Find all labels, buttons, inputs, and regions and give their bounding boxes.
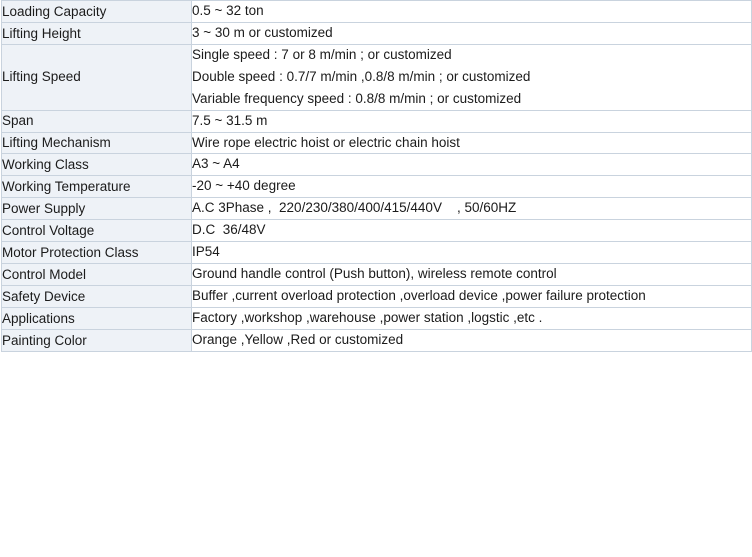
spec-value-cell [192, 44, 752, 110]
spec-value-line: A.C 3Phase , 220/230/380/400/415/440V , 50/60HZ [192, 200, 517, 216]
spec-value-line: Variable frequency speed : 0.8/8 m/min ; or customized [192, 90, 522, 106]
spec-value-line: Double speed : 0.7/7 m/min ,0.8/8 m/min ; or customized [192, 68, 531, 84]
spec-value-cell [192, 220, 752, 242]
table-row [2, 264, 752, 286]
spec-value-cell [192, 329, 752, 351]
table-row [2, 307, 752, 329]
table-row [2, 285, 752, 307]
table-row [2, 44, 752, 110]
spec-value-cell [192, 176, 752, 198]
spec-label-cell: Power Supply [2, 198, 192, 220]
spec-value-cell [192, 22, 752, 44]
spec-label-cell: Working Temperature [2, 176, 192, 198]
spec-value-cell [192, 132, 752, 154]
spec-label-cell: Applications [2, 307, 192, 329]
spec-value-line: 0.5 ~ 32 ton [192, 3, 264, 18]
spec-value-line: IP54 [192, 244, 220, 260]
spec-value-line: D.C 36/48V [192, 222, 266, 238]
spec-label-cell: Span [2, 110, 192, 132]
spec-label-cell: Control Model [2, 264, 192, 286]
spec-label-cell: Safety Device [2, 285, 192, 307]
table-row [2, 1, 752, 23]
table-row [2, 132, 752, 154]
spec-value-cell [192, 285, 752, 307]
spec-value-cell [192, 264, 752, 286]
spec-value-line: 3 ~ 30 m or customized [192, 24, 333, 40]
spec-label-cell: Painting Color [2, 329, 192, 351]
spec-value-cell [192, 242, 752, 264]
spec-label-cell: Lifting Speed [2, 44, 192, 110]
spec-value-line: A3 ~ A4 [192, 156, 240, 172]
table-row [2, 154, 752, 176]
spec-label-cell: Lifting Height [2, 22, 192, 44]
spec-value-line: Ground handle control (Push button), wireless remote control [192, 266, 557, 282]
table-row [2, 176, 752, 198]
spec-value-cell [192, 1, 752, 23]
spec-value-line: Factory ,workshop ,warehouse ,power station ,logstic ,etc . [192, 309, 543, 325]
table-row [2, 110, 752, 132]
specification-table-body [2, 1, 752, 352]
table-row [2, 22, 752, 44]
table-row [2, 329, 752, 351]
spec-value-line: Orange ,Yellow ,Red or customized [192, 331, 404, 347]
spec-value-line: -20 ~ +40 degree [192, 178, 296, 194]
spec-label-cell: Working Class [2, 154, 192, 176]
spec-value-cell [192, 198, 752, 220]
table-row [2, 198, 752, 220]
spec-label-cell: Loading Capacity [2, 1, 192, 23]
spec-label-cell: Motor Protection Class [2, 242, 192, 264]
spec-value-line: Wire rope electric hoist or electric chain hoist [192, 134, 460, 150]
spec-value-line: Buffer ,current overload protection ,overload device ,power failure protection [192, 287, 646, 303]
spec-label-cell: Lifting Mechanism [2, 132, 192, 154]
table-row [2, 220, 752, 242]
specification-table [1, 0, 752, 352]
spec-value-line: Single speed : 7 or 8 m/min ; or customized [192, 46, 452, 62]
spec-label-cell: Control Voltage [2, 220, 192, 242]
spec-value-line: 7.5 ~ 31.5 m [192, 112, 268, 128]
spec-value-cell [192, 154, 752, 176]
spec-value-cell [192, 110, 752, 132]
table-row [2, 242, 752, 264]
spec-value-cell [192, 307, 752, 329]
